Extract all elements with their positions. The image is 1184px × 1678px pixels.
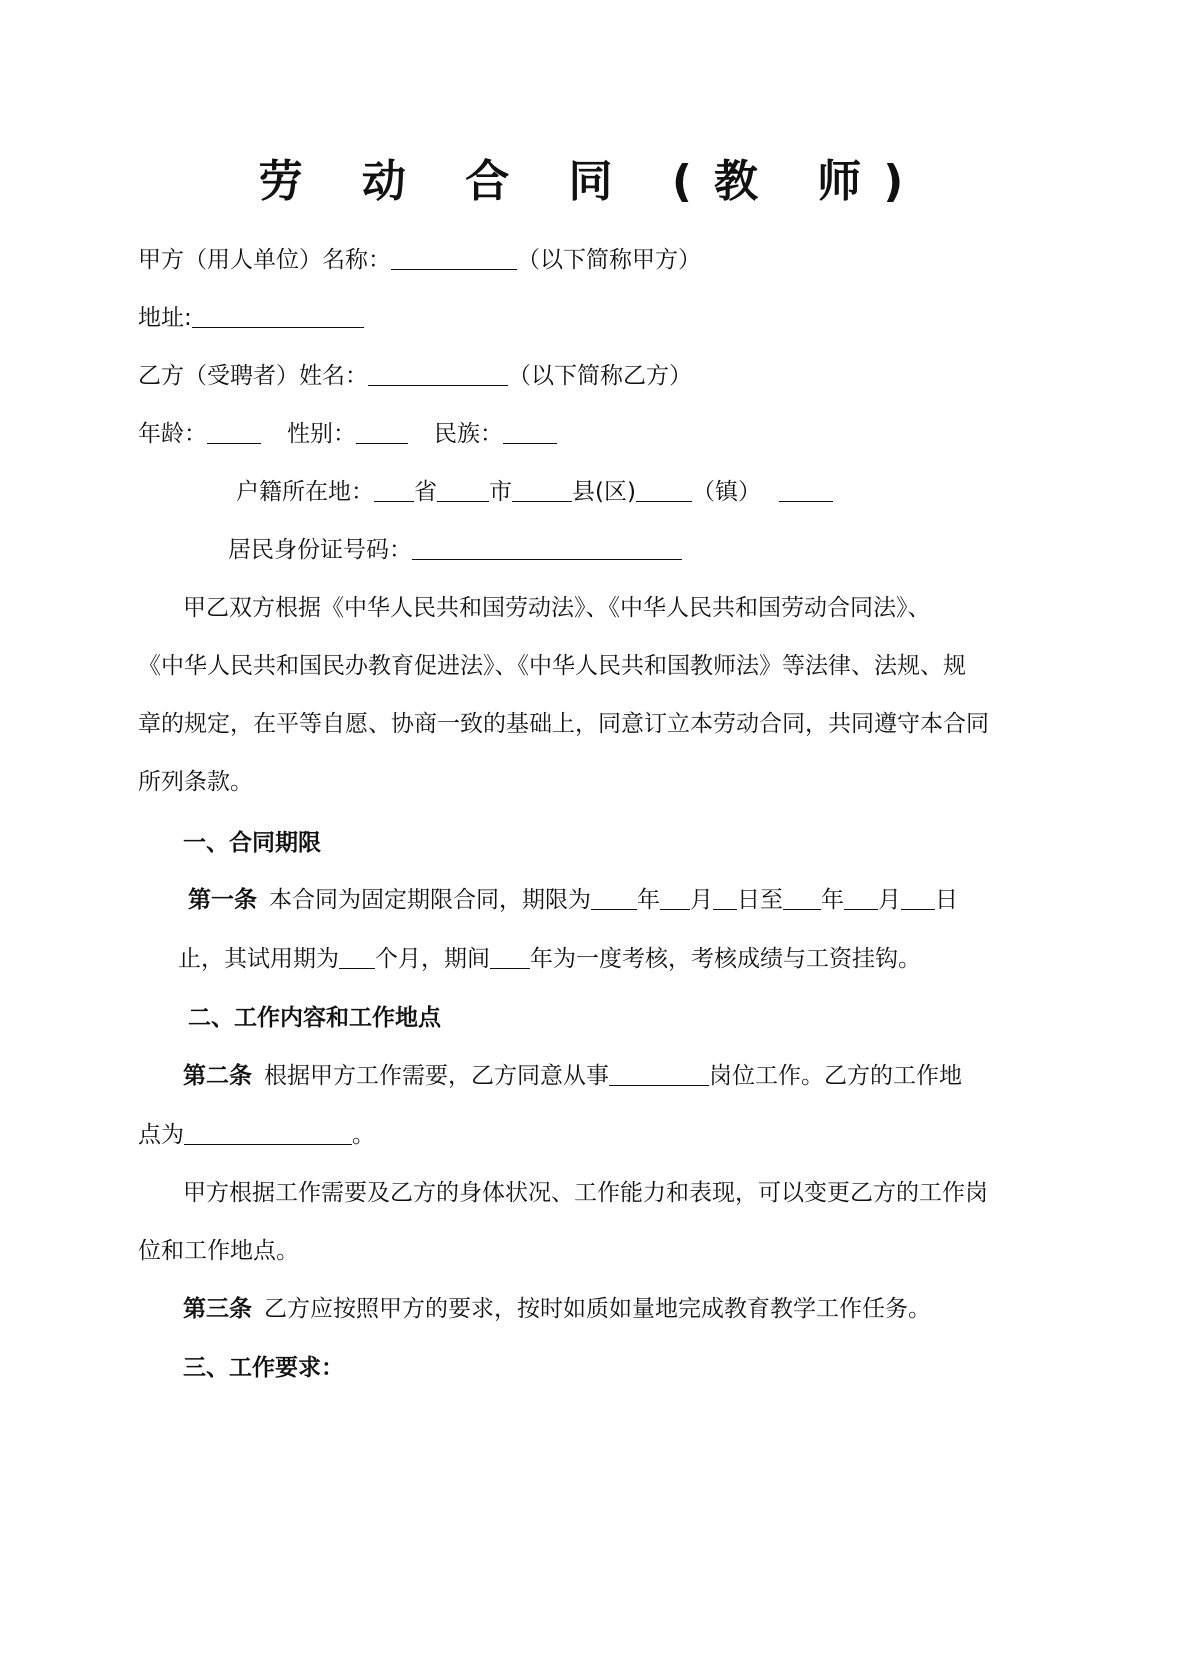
party-b-name-blank[interactable] <box>368 361 508 386</box>
party-b-label: 乙方（受聘者）姓名： <box>138 363 368 389</box>
article-2-text-a: 根据甲方工作需要，乙方同意从事 <box>264 1063 609 1089</box>
article-1-line-2 <box>178 943 921 975</box>
address-label: 地址: <box>138 305 192 331</box>
article-1-text-c: 年为一度考核，考核成绩与工资挂钩。 <box>530 946 921 972</box>
article-2-text-c: 点为 <box>138 1122 184 1148</box>
article-2-line-2 <box>138 1119 375 1151</box>
party-a-label: 甲方（用人单位）名称： <box>138 247 391 273</box>
ethnicity-label: 民族： <box>434 421 503 447</box>
month-label: 月 <box>690 887 713 913</box>
id-card-blank[interactable] <box>412 535 682 560</box>
article-1-line-1 <box>188 884 958 916</box>
personal-info-line <box>138 418 557 450</box>
work-location-blank[interactable] <box>184 1120 352 1145</box>
article-1-text-b: 止，其试用期为 <box>178 946 339 972</box>
review-years-blank[interactable] <box>490 944 530 969</box>
article-1-text-a: 本合同为固定期限合同，期限为 <box>269 887 591 913</box>
address-blank[interactable] <box>192 303 364 328</box>
preamble-line-4: 所列条款。 <box>138 769 253 795</box>
article-3-label: 第三条 <box>183 1296 252 1322</box>
article-1-months-unit: 个月，期间 <box>375 946 490 972</box>
preamble-line-1: 甲乙双方根据《中华人民共和国劳动法》、《中华人民共和国劳动合同法》、 <box>183 595 931 621</box>
probation-months-blank[interactable] <box>339 944 375 969</box>
document-title: 劳 动 合 同 (教 师) <box>258 156 926 207</box>
year-label: 年 <box>637 887 660 913</box>
address-line <box>138 302 364 334</box>
day-to-label: 日至 <box>737 887 783 913</box>
household-label: 户籍所在地： <box>236 479 374 505</box>
city-label: 市 <box>489 479 512 505</box>
party-a-name-blank[interactable] <box>391 245 517 270</box>
county-label: 县(区) <box>572 479 636 505</box>
preamble-line-2: 《中华人民共和国民办教育促进法》、《中华人民共和国教师法》等法律、法规、规 <box>138 653 966 679</box>
party-b-suffix: （以下简称乙方） <box>508 363 692 389</box>
party-a-line <box>138 244 701 276</box>
section-1-heading: 一、合同期限 <box>183 830 321 856</box>
province-blank[interactable] <box>374 477 414 502</box>
id-card-label: 居民身份证号码： <box>228 537 412 563</box>
end-month-blank[interactable] <box>844 885 878 910</box>
article-2-line-1 <box>183 1060 962 1092</box>
article-3-text: 乙方应按照甲方的要求，按时如质如量地完成教育教学工作任务。 <box>264 1296 931 1322</box>
age-label: 年龄： <box>138 421 207 447</box>
household-line <box>236 476 833 508</box>
start-year-blank[interactable] <box>591 885 637 910</box>
section-2-heading: 二、工作内容和工作地点 <box>188 1005 441 1031</box>
party-a-suffix: （以下简称甲方） <box>517 247 701 273</box>
change-paragraph-line-2: 位和工作地点。 <box>138 1238 299 1264</box>
id-card-line <box>228 534 682 566</box>
end-month-label: 月 <box>878 887 901 913</box>
article-2-period: 。 <box>352 1122 375 1148</box>
section-3-heading: 三、工作要求： <box>183 1355 344 1381</box>
end-day-blank[interactable] <box>901 885 935 910</box>
change-paragraph-line-1: 甲方根据工作需要及乙方的身体状况、工作能力和表现，可以变更乙方的工作岗 <box>183 1180 988 1206</box>
ethnicity-blank[interactable] <box>503 419 557 444</box>
start-day-blank[interactable] <box>713 885 737 910</box>
article-2-label: 第二条 <box>183 1063 252 1089</box>
end-day-label: 日 <box>935 887 958 913</box>
party-b-line <box>138 360 692 392</box>
article-2-text-b: 岗位工作。乙方的工作地 <box>709 1063 962 1089</box>
preamble-line-3: 章的规定，在平等自愿、协商一致的基础上，同意订立本劳动合同，共同遵守本合同 <box>138 711 989 737</box>
article-1-label: 第一条 <box>188 887 257 913</box>
village-blank[interactable] <box>779 477 833 502</box>
town-blank[interactable] <box>636 477 692 502</box>
gender-blank[interactable] <box>356 419 408 444</box>
town-label: （镇） <box>691 479 761 505</box>
county-blank[interactable] <box>512 477 572 502</box>
age-blank[interactable] <box>207 419 261 444</box>
province-label: 省 <box>414 479 437 505</box>
end-year-blank[interactable] <box>783 885 821 910</box>
end-year-label: 年 <box>821 887 844 913</box>
position-blank[interactable] <box>609 1061 709 1086</box>
gender-label: 性别： <box>287 421 356 447</box>
start-month-blank[interactable] <box>660 885 690 910</box>
city-blank[interactable] <box>437 477 489 502</box>
article-3-line <box>183 1293 931 1325</box>
